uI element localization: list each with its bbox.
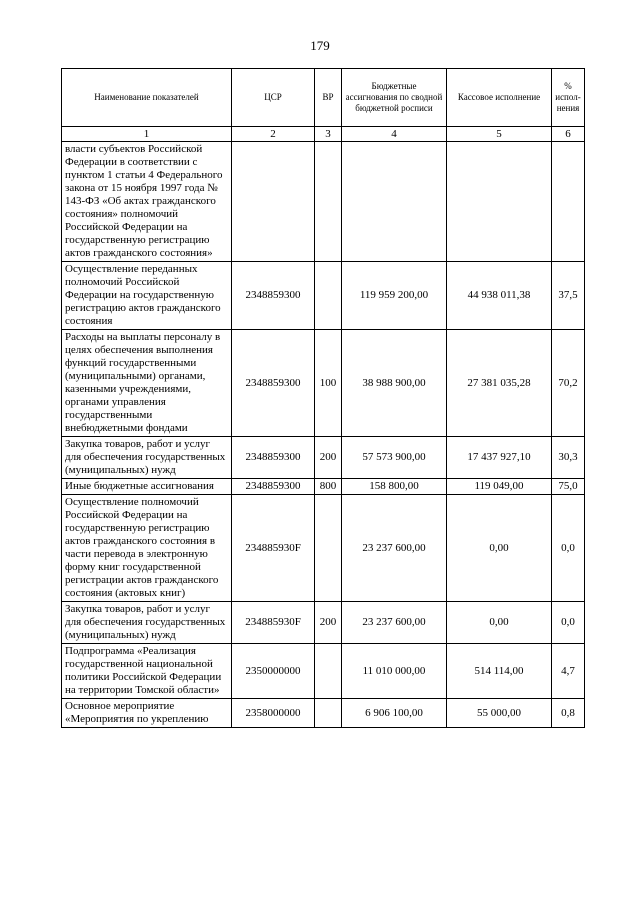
row-cash: 27 381 035,28	[447, 330, 552, 437]
row-budget	[342, 142, 447, 262]
table-row	[62, 330, 585, 437]
row-name: власти субъектов Российской Федерации в соответствии с пунктом 1 статьи 4 Федерального закона от 15 ноября 1997 года № 143-ФЗ «Об актах гражданского состояния» полномочий Российской Федерации на государственную регистрацию актов гражданского состояния»	[62, 142, 232, 262]
row-csr: 2348859300	[232, 330, 315, 437]
row-percent: 4,7	[552, 644, 585, 699]
header-name: Наименование показателей	[62, 69, 232, 127]
table-header-row	[62, 69, 585, 127]
column-number: 2	[232, 127, 315, 142]
row-vr	[315, 262, 342, 330]
row-percent: 0,0	[552, 495, 585, 602]
column-number: 6	[552, 127, 585, 142]
row-vr	[315, 699, 342, 728]
row-name: Основное мероприятие «Мероприятия по укреплению	[62, 699, 232, 728]
row-budget: 23 237 600,00	[342, 602, 447, 644]
row-percent	[552, 142, 585, 262]
row-csr: 2348859300	[232, 437, 315, 479]
row-name: Закупка товаров, работ и услуг для обеспечения государственных (муниципальных) нужд	[62, 437, 232, 479]
row-percent: 75,0	[552, 479, 585, 495]
column-number-row	[62, 127, 585, 142]
table-row	[62, 495, 585, 602]
header-vr: ВР	[315, 69, 342, 127]
page-number: 179	[310, 38, 330, 53]
table-row	[62, 699, 585, 728]
row-percent: 37,5	[552, 262, 585, 330]
header-csr: ЦСР	[232, 69, 315, 127]
row-csr: 2350000000	[232, 644, 315, 699]
row-vr: 800	[315, 479, 342, 495]
row-percent: 0,0	[552, 602, 585, 644]
row-cash: 44 938 011,38	[447, 262, 552, 330]
row-vr	[315, 142, 342, 262]
row-cash: 514 114,00	[447, 644, 552, 699]
header-percent: % испол-нения	[552, 69, 585, 127]
budget-execution-table	[61, 68, 585, 728]
row-budget: 158 800,00	[342, 479, 447, 495]
row-budget: 11 010 000,00	[342, 644, 447, 699]
table-row	[62, 262, 585, 330]
column-number: 3	[315, 127, 342, 142]
table-row	[62, 142, 585, 262]
row-budget: 38 988 900,00	[342, 330, 447, 437]
header-cash: Кассовое исполнение	[447, 69, 552, 127]
row-vr: 200	[315, 602, 342, 644]
row-cash: 0,00	[447, 495, 552, 602]
column-number: 5	[447, 127, 552, 142]
row-name: Осуществление переданных полномочий Российской Федерации на государственную регистрацию актов гражданского состояния	[62, 262, 232, 330]
row-csr: 234885930F	[232, 495, 315, 602]
row-percent: 30,3	[552, 437, 585, 479]
row-vr	[315, 495, 342, 602]
row-cash: 55 000,00	[447, 699, 552, 728]
table-row	[62, 602, 585, 644]
row-cash: 119 049,00	[447, 479, 552, 495]
row-budget: 23 237 600,00	[342, 495, 447, 602]
column-number: 4	[342, 127, 447, 142]
table-row	[62, 437, 585, 479]
row-vr: 100	[315, 330, 342, 437]
row-name: Иные бюджетные ассигнования	[62, 479, 232, 495]
row-percent: 0,8	[552, 699, 585, 728]
row-cash: 17 437 927,10	[447, 437, 552, 479]
row-budget: 57 573 900,00	[342, 437, 447, 479]
column-number: 1	[62, 127, 232, 142]
row-name: Подпрограмма «Реализация государственной национальной политики Российской Федерации на территории Томской области»	[62, 644, 232, 699]
row-csr: 2348859300	[232, 262, 315, 330]
row-vr: 200	[315, 437, 342, 479]
row-cash: 0,00	[447, 602, 552, 644]
row-csr: 2358000000	[232, 699, 315, 728]
row-percent: 70,2	[552, 330, 585, 437]
row-csr: 2348859300	[232, 479, 315, 495]
row-csr: 234885930F	[232, 602, 315, 644]
table-row	[62, 479, 585, 495]
row-name: Осуществление полномочий Российской Федерации на государственную регистрацию актов гражданского состояния в части перевода в электронную форму книг государственной регистрации актов гражданского состояния (актовых книг)	[62, 495, 232, 602]
row-name: Расходы на выплаты персоналу в целях обеспечения выполнения функций государственными (муниципальными) органами, казенными учреждениями, органами управления государственными внебюджетными фондами	[62, 330, 232, 437]
row-vr	[315, 644, 342, 699]
header-budget: Бюджетные ассигнования по сводной бюджетной росписи	[342, 69, 447, 127]
row-name: Закупка товаров, работ и услуг для обеспечения государственных (муниципальных) нужд	[62, 602, 232, 644]
row-budget: 6 906 100,00	[342, 699, 447, 728]
row-cash	[447, 142, 552, 262]
row-csr	[232, 142, 315, 262]
table-row	[62, 644, 585, 699]
row-budget: 119 959 200,00	[342, 262, 447, 330]
